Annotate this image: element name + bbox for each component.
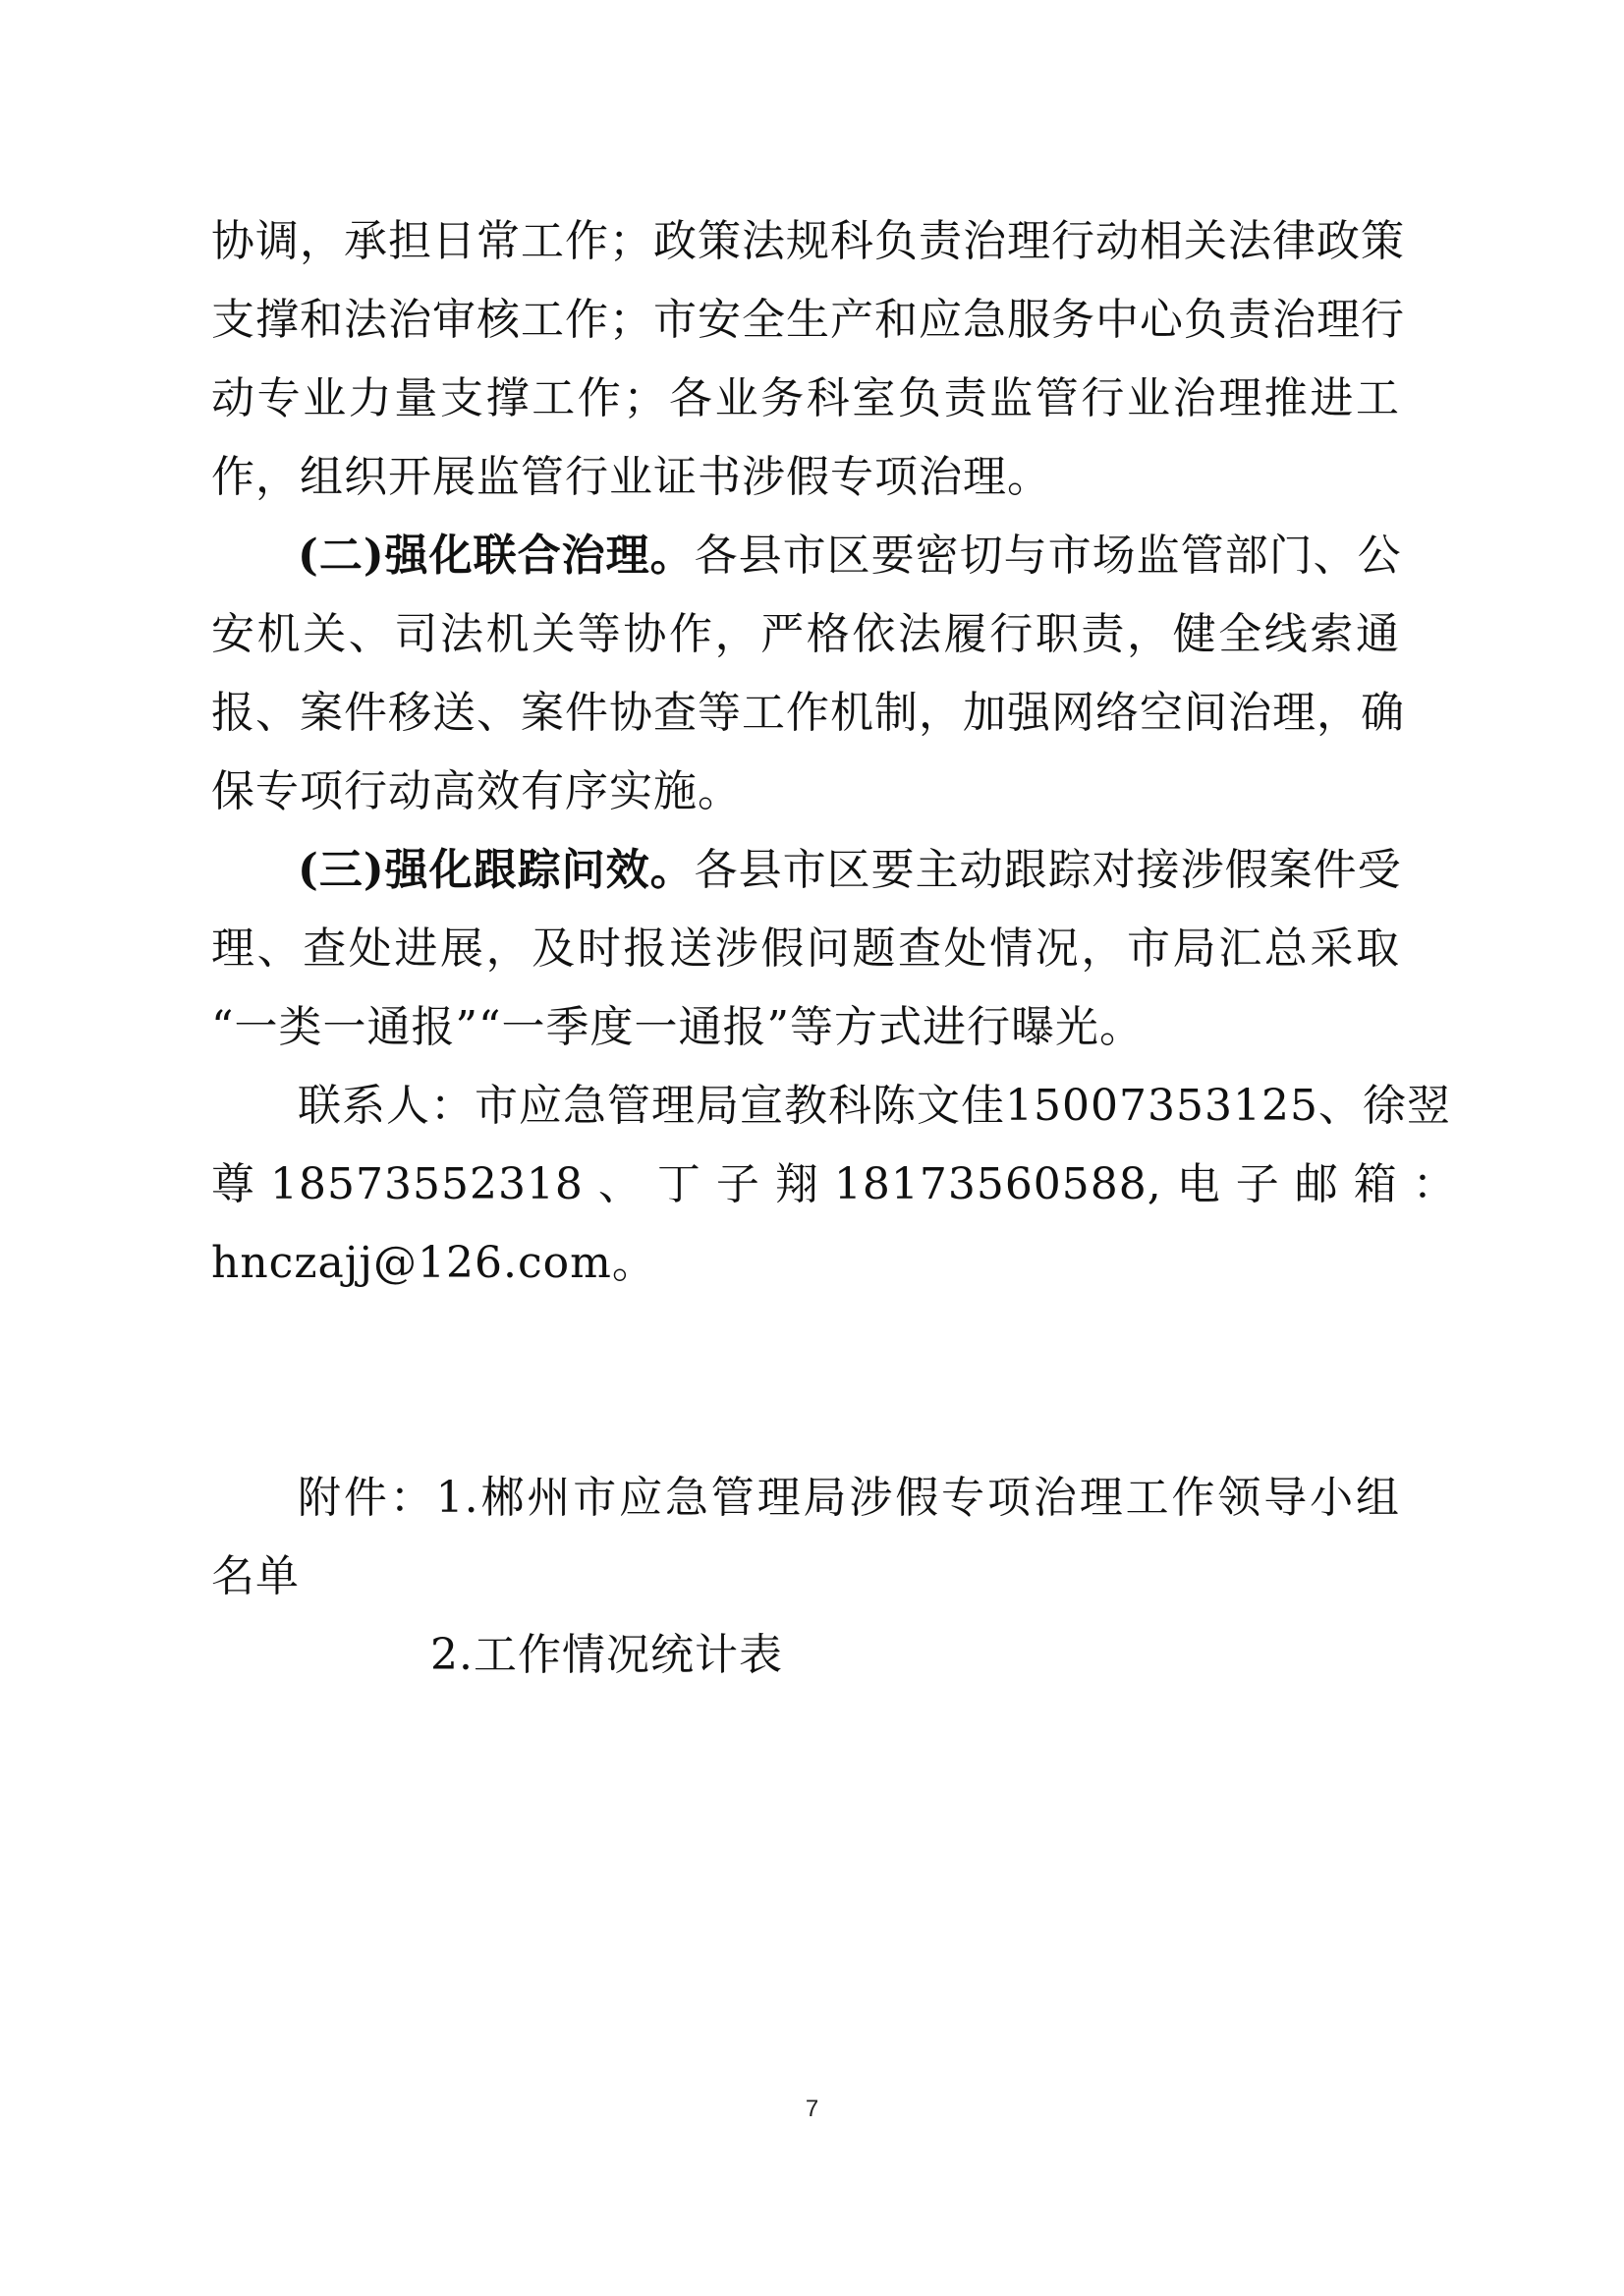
section-two-heading: (二)强化联合治理。 <box>298 531 695 581</box>
section-two-first-text: 各县市区要密切与市场监管部门、公 <box>694 531 1402 581</box>
body-line: 支撑和法治审核工作；市安全生产和应急服务中心负责治理行 <box>211 295 1405 345</box>
contact-line: 联系人：市应急管理局宣教科陈文佳15007353125、徐翌 <box>298 1081 1451 1131</box>
contact-email: hnczajj@126.com。 <box>211 1238 656 1288</box>
attachment-1-line: 附件：1.郴州市应急管理局涉假专项治理工作领导小组 <box>298 1473 1400 1523</box>
body-line: 动专业力量支撑工作；各业务科室负责监管行业治理推进工 <box>211 373 1400 423</box>
body-line: 理、查处进展，及时报送涉假问题查处情况，市局汇总采取 <box>211 924 1400 974</box>
attachment-1-continuation: 名单 <box>211 1551 300 1601</box>
section-three-heading: (三)强化跟踪问效。 <box>298 845 695 895</box>
section-three-first-line <box>298 841 1400 900</box>
section-two-first-line <box>298 527 1400 586</box>
body-line: 协调，承担日常工作；政策法规科负责治理行动相关法律政策 <box>211 216 1405 266</box>
section-three-first-text: 各县市区要主动跟踪对接涉假案件受 <box>694 845 1402 895</box>
attachment-2-line: 2.工作情况统计表 <box>430 1630 783 1680</box>
body-line: “一类一通报”“一季度一通报”等方式进行曝光。 <box>211 1002 1144 1052</box>
contact-line: 尊 18573552318 、 丁 子 翔 18173560588, 电 子 邮 箱 ： <box>211 1159 1457 1209</box>
body-line: 作，组织开展监管行业证书涉假专项治理。 <box>211 452 1051 502</box>
body-line: 保专项行动高效有序实施。 <box>211 766 742 816</box>
body-line: 安机关、司法机关等协作，严格依法履行职责，健全线索通 <box>211 609 1400 659</box>
page-number: 7 <box>805 2096 819 2122</box>
body-line: 报、案件移送、案件协查等工作机制，加强网络空间治理，确 <box>211 688 1405 738</box>
